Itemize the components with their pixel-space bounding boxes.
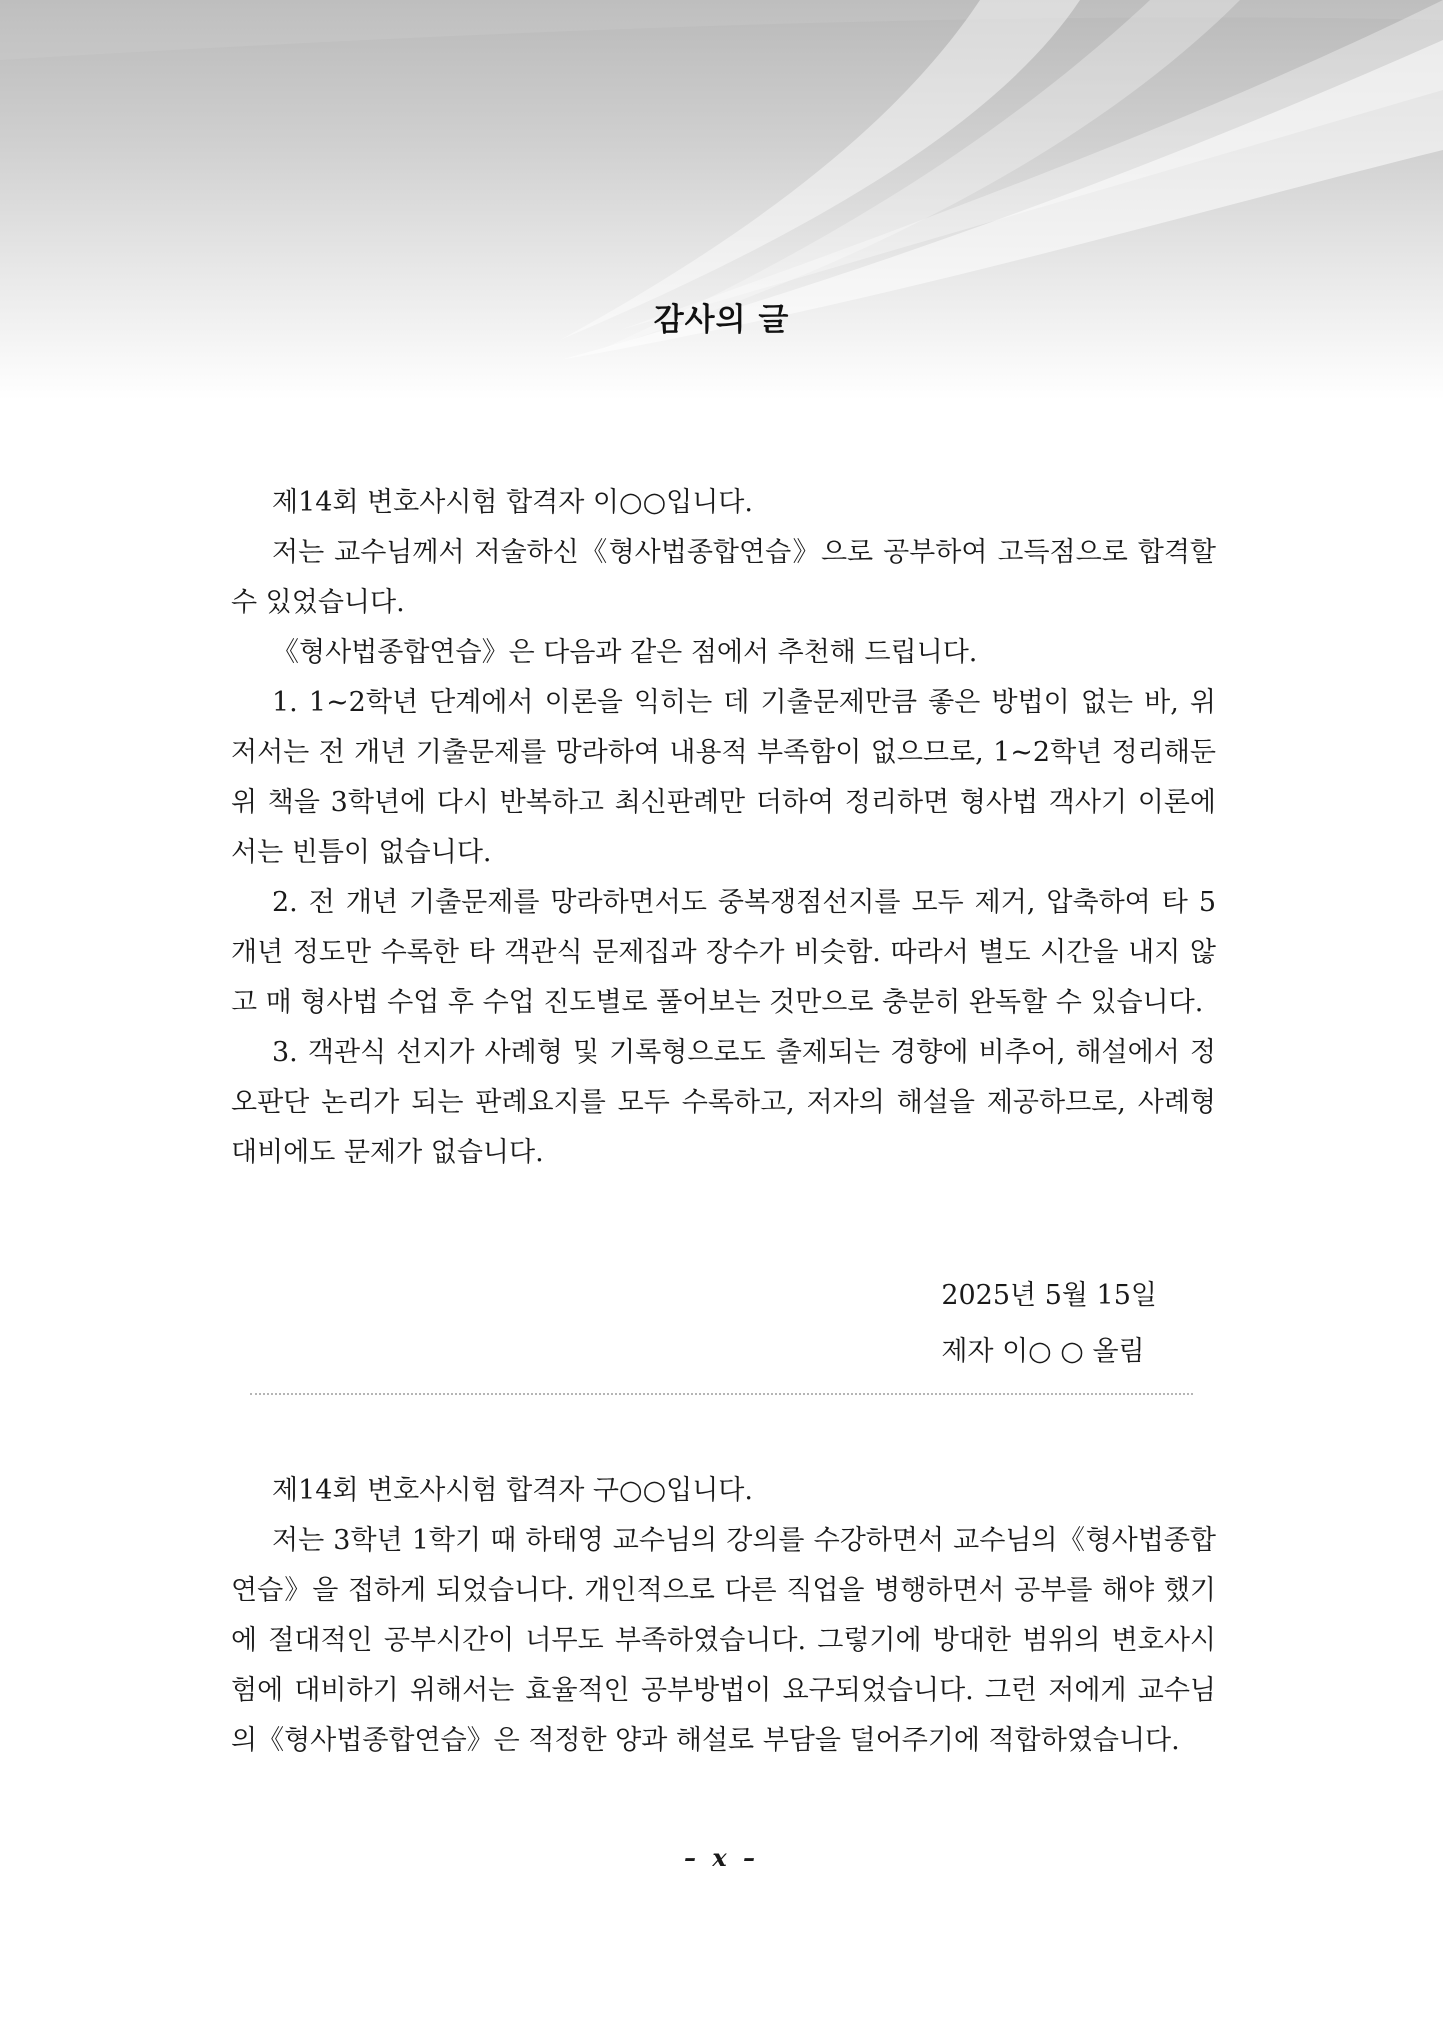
letter-1-paragraph: 저는 교수님께서 저술하신《형사법종합연습》으로 공부하여 고득점으로 합격할 수 있었습니다.	[231, 537, 1216, 618]
page-number: – x –	[683, 1843, 760, 1872]
letter-1-paragraph: 《형사법종합연습》은 다음과 같은 점에서 추천해 드립니다.	[272, 637, 978, 668]
page-title: 감사의 글	[653, 302, 790, 338]
letter-1-paragraph: 1. 1~2학년 단계에서 이론을 익히는 데 기출문제만큼 좋은 방법이 없는 바, 위 저서는 전 개년 기출문제를 망라하여 내용적 부족함이 없으므로, 1~2학년 정리해둔 위 책을 3학년에 다시 반복하고 최신판례만 더하여 정리하면 형사법 객사기 이론에서는 빈틈이 없습니다.	[231, 687, 1216, 868]
letter-1-date: 2025년 5월 15일	[941, 1280, 1157, 1311]
letter-1-paragraph: 2. 전 개년 기출문제를 망라하면서도 중복쟁점선지를 모두 제거, 압축하여 타 5개년 정도만 수록한 타 객관식 문제집과 장수가 비슷함. 따라서 별도 시간을 내지 않고 매 형사법 수업 후 수업 진도별로 풀어보는 것만으로 충분히 완독할 수 있습니다.	[231, 887, 1216, 1018]
letter-1-signature-block	[941, 1268, 1157, 1380]
dotted-divider	[250, 1393, 1193, 1395]
letter-1-signature: 제자 이○ ○ 올림	[941, 1336, 1145, 1367]
letter-2	[231, 1466, 1216, 1766]
letter-2-paragraph: 제14회 변호사시험 합격자 구○○입니다.	[272, 1475, 753, 1506]
letter-1-paragraph: 제14회 변호사시험 합격자 이○○입니다.	[272, 487, 753, 518]
letter-2-paragraph: 저는 3학년 1학기 때 하태영 교수님의 강의를 수강하면서 교수님의《형사법종합연습》을 접하게 되었습니다. 개인적으로 다른 직업을 병행하면서 공부를 해야 했기에 절대적인 공부시간이 너무도 부족하였습니다. 그렇기에 방대한 범위의 변호사시험에 대비하기 위해서는 효율적인 공부방법이 요구되었습니다. 그런 저에게 교수님의《형사법종합연습》은 적정한 양과 해설로 부담을 덜어주기에 적합하였습니다.	[231, 1525, 1216, 1756]
header-decoration	[0, 0, 1443, 400]
letter-1-paragraph: 3. 객관식 선지가 사례형 및 기록형으로도 출제되는 경향에 비추어, 해설에서 정오판단 논리가 되는 판례요지를 모두 수록하고, 저자의 해설을 제공하므로, 사례형 대비에도 문제가 없습니다.	[231, 1037, 1216, 1168]
swoosh-graphic	[0, 0, 1443, 400]
letter-1	[231, 478, 1216, 1178]
